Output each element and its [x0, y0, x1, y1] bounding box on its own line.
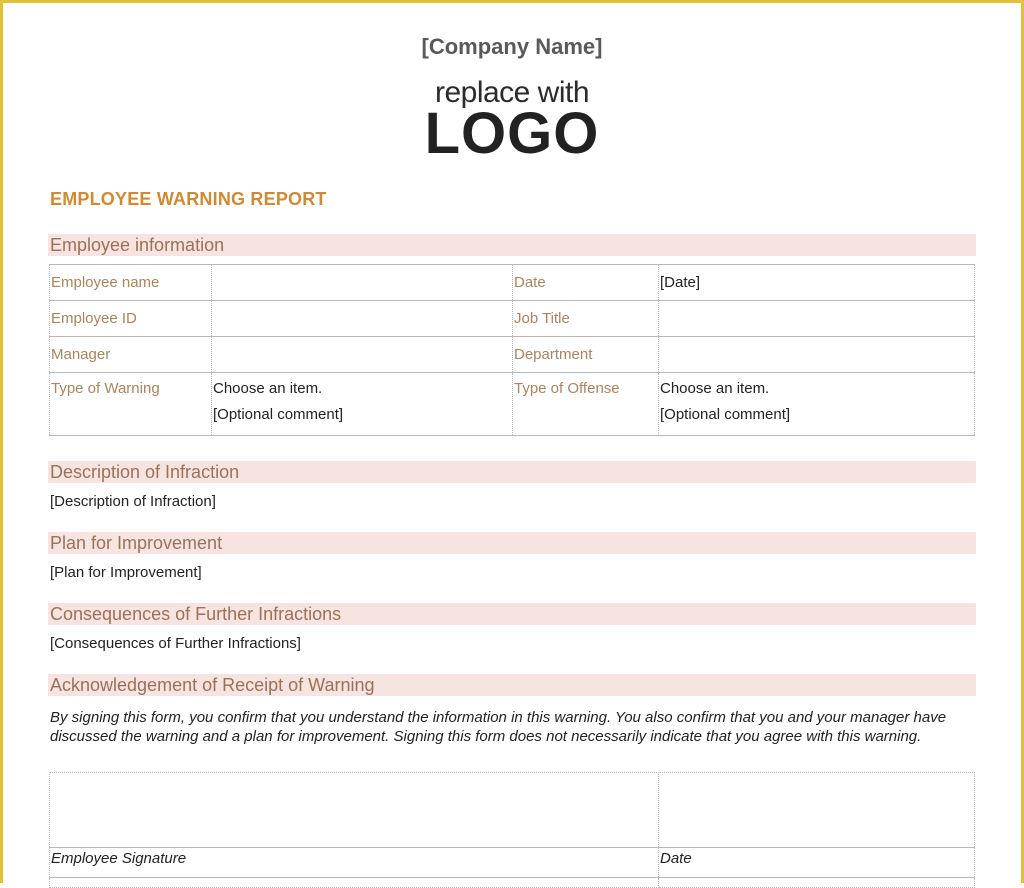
type-of-warning-cell: [212, 373, 513, 436]
job-title-field[interactable]: [659, 301, 975, 337]
department-label: Department: [513, 337, 659, 373]
acknowledgement-text: By signing this form, you confirm that you understand the information in this warning. You also confirm that you and your manager have discussed the warning and a plan for improvement. Signing this form does not necessarily indicate that you agree with this warning.: [50, 709, 947, 745]
section-description: [48, 461, 976, 483]
section-heading: Consequences of Further Infractions: [50, 604, 342, 624]
section-employee-information: [48, 234, 976, 256]
logo-placeholder-text: replace with: [434, 76, 590, 109]
section-heading: Employee information: [50, 235, 225, 255]
employee-signature-field[interactable]: [50, 773, 659, 848]
report-title: EMPLOYEE WARNING REPORT: [50, 189, 327, 209]
date-field[interactable]: [Date]: [659, 265, 975, 301]
table-row: [50, 373, 975, 436]
type-of-warning-label: Type of Warning: [50, 373, 212, 436]
company-name[interactable]: [Company Name]: [421, 34, 603, 59]
employee-id-label: Employee ID: [50, 301, 212, 337]
date-label: Date: [513, 265, 659, 301]
section-heading: Acknowledgement of Receipt of Warning: [50, 675, 375, 695]
table-row: [50, 848, 975, 878]
employee-id-field[interactable]: [212, 301, 513, 337]
signature-table: [49, 772, 975, 888]
employee-signature-label: Employee Signature: [50, 848, 659, 878]
employee-name-field[interactable]: [212, 265, 513, 301]
logo-placeholder: LOGO: [424, 101, 600, 166]
job-title-label: Job Title: [513, 301, 659, 337]
signature-date-label: Date: [659, 848, 975, 878]
offense-comment-field[interactable]: [Optional comment]: [660, 406, 791, 423]
table-row: [50, 265, 975, 301]
type-of-offense-label: Type of Offense: [513, 373, 659, 436]
manager-label: Manager: [50, 337, 212, 373]
table-row: [50, 337, 975, 373]
department-field[interactable]: [659, 337, 975, 373]
section-consequences: [48, 603, 976, 625]
section-plan: [48, 532, 976, 554]
section-heading: Description of Infraction: [50, 462, 240, 482]
description-field[interactable]: [Description of Infraction]: [50, 493, 216, 510]
type-of-warning-dropdown[interactable]: Choose an item.: [213, 380, 323, 397]
plan-field[interactable]: [Plan for Improvement]: [50, 564, 202, 581]
table-row: [50, 301, 975, 337]
employee-info-table: [49, 264, 975, 436]
consequences-field[interactable]: [Consequences of Further Infractions]: [50, 635, 301, 652]
type-of-offense-cell: [659, 373, 975, 436]
manager-field[interactable]: [212, 337, 513, 373]
warning-comment-field[interactable]: [Optional comment]: [213, 406, 344, 423]
type-of-offense-dropdown[interactable]: Choose an item.: [660, 380, 770, 397]
signature-date-field[interactable]: [659, 773, 975, 848]
section-heading: Plan for Improvement: [50, 533, 223, 553]
table-row: [50, 773, 975, 848]
section-acknowledgement: [48, 674, 976, 696]
employee-name-label: Employee name: [50, 265, 212, 301]
